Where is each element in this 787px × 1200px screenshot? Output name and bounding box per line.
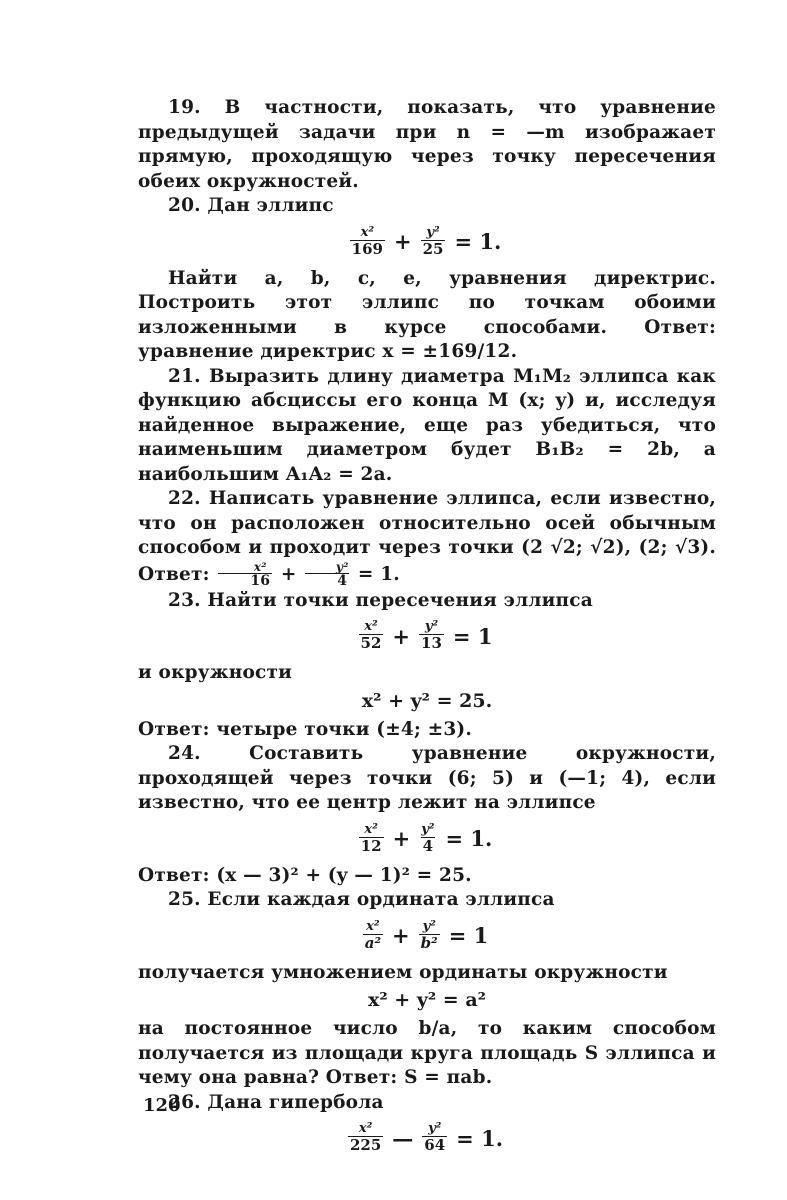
equals-rhs: = 1. — [454, 229, 502, 254]
formula-24 — [138, 823, 716, 855]
denominator: 64 — [424, 1136, 446, 1154]
operator: + — [392, 623, 411, 649]
problem-22-text: 22. Написать уравнение эллипса, если известно, что он расположен относительно осей обычным способом и проходит через точки (2 √2; √2), (2; √3). Ответ: — [138, 488, 716, 585]
numerator: x² — [364, 619, 378, 634]
problem-23-mid: и окружности — [138, 662, 293, 683]
numerator: y² — [428, 1121, 442, 1136]
denominator: 25 — [422, 239, 444, 258]
problem-25-text: на постоянное число b/a, то каким способом получается из площади круга площадь S эллипса и чему она равна? Ответ: S = πab. — [138, 1018, 716, 1088]
denominator: 4 — [422, 836, 434, 855]
equals-rhs: = 1. — [456, 1125, 504, 1151]
numerator: x² — [364, 821, 378, 837]
problem-24-answer: Ответ: (x — 3)² + (y — 1)² = 25. — [138, 864, 472, 886]
fraction-x — [348, 1122, 383, 1154]
denominator: a² — [364, 933, 382, 952]
problem-20-text: Найти a, b, c, e, уравнения директрис. Построить этот эллипс по точкам обоими изложенными в курсе способами. Ответ: уравнение директрис x = ±169/12. — [138, 267, 716, 362]
problem-23-answer: Ответ: четыре точки (±4; ±3). — [138, 718, 473, 740]
fraction-y — [422, 1122, 447, 1154]
denominator: 16 — [218, 573, 272, 589]
problem-26-intro: 26. Дана гипербола — [168, 1091, 384, 1113]
formula-26 — [138, 1122, 716, 1154]
numerator: x² — [253, 559, 267, 574]
denominator: b² — [420, 933, 438, 952]
numerator: y² — [335, 559, 349, 574]
fraction-y — [421, 226, 446, 258]
operator: + — [280, 563, 297, 585]
operator: + — [392, 826, 411, 851]
numerator: x² — [366, 918, 380, 934]
numerator: x² — [358, 1121, 373, 1136]
problem-19: 19. В частности, показать, что уравнение предыдущей задачи при n = —m изображает прямую, проходящую через точку пересечения обеих окружностей. — [138, 97, 716, 192]
equals-rhs: = 1. — [357, 563, 400, 585]
fraction-x — [363, 920, 383, 952]
problem-25-intro: 25. Если каждая ордината эллипса — [168, 889, 555, 910]
numerator: y² — [426, 224, 440, 240]
fraction-y — [419, 823, 436, 855]
denominator: 13 — [421, 634, 442, 652]
formula-23-circle — [138, 690, 716, 712]
fraction-x — [350, 226, 385, 258]
operator: — — [392, 1125, 414, 1151]
denominator: 169 — [351, 239, 383, 258]
page-number: 120 — [143, 1095, 181, 1116]
fraction-y — [419, 620, 444, 652]
denominator: 12 — [360, 836, 382, 855]
numerator: y² — [424, 619, 439, 634]
denominator: 225 — [349, 1136, 382, 1154]
circle-equation: x² + y² = 25. — [361, 689, 493, 712]
page-content — [138, 96, 716, 1163]
numerator: y² — [422, 918, 436, 934]
numerator: x² — [360, 224, 375, 240]
denominator: 52 — [360, 634, 382, 652]
fraction-y — [419, 920, 440, 952]
operator: + — [393, 229, 412, 254]
equals-rhs: = 1 — [448, 923, 489, 948]
problem-23-intro: 23. Найти точки пересечения эллипса — [168, 589, 593, 611]
problem-25-mid: получается умножением ординаты окружности — [138, 961, 668, 983]
problem-21: 21. Выразить длину диаметра M₁M₂ эллипса как функцию абсциссы его конца M (x; y) и, исследуя найденное выражение, еще раз убедиться, что наименьшим диаметром будет B₁B₂ = 2b, а наибольшим A₁A₂ = 2a. — [138, 365, 716, 485]
formula-25-circle — [138, 989, 716, 1011]
circle-equation: x² + y² = a² — [368, 989, 486, 1011]
formula-20 — [138, 226, 716, 258]
equals-rhs: = 1. — [445, 826, 493, 851]
problem-20-intro: 20. Дан эллипс — [168, 195, 334, 216]
problem-24: 24. Составить уравнение окружности, проходящей через точки (6; 5) и (—1; 4), если известно, что ее центр лежит на эллипсе — [138, 743, 716, 813]
denominator: 4 — [305, 573, 349, 589]
inline-fraction-x — [218, 561, 272, 589]
formula-25 — [138, 920, 716, 952]
equals-rhs: = 1 — [452, 623, 493, 649]
numerator: y² — [421, 821, 435, 837]
fraction-x — [359, 620, 384, 652]
inline-fraction-y — [305, 561, 349, 589]
operator: + — [392, 923, 410, 948]
formula-23 — [138, 620, 716, 652]
fraction-x — [359, 823, 384, 855]
problem-22 — [138, 487, 716, 589]
